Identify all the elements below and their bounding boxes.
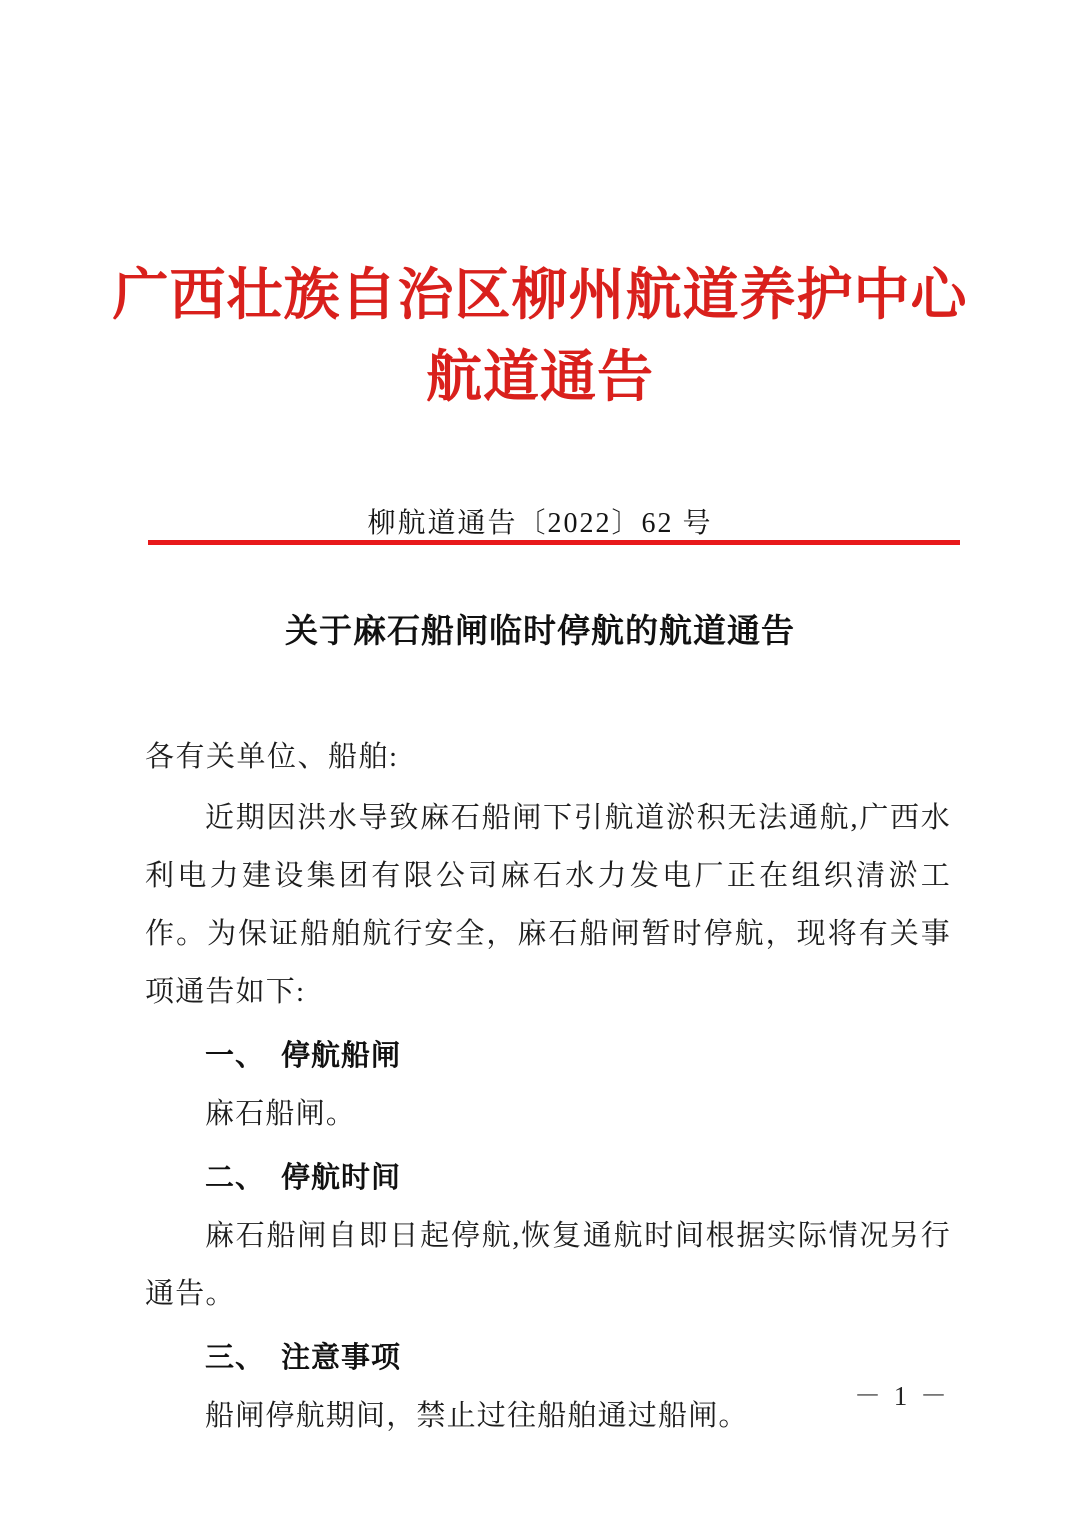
- section-heading-2: [145, 1149, 951, 1207]
- document-number: 柳航道通告〔2022〕62 号: [367, 508, 713, 539]
- section-enumerator-3: 三、: [205, 1342, 266, 1374]
- salutation: 各有关单位、船舶:: [145, 741, 399, 773]
- document-subtitle: 关于麻石船闸临时停航的航道通告: [285, 612, 795, 649]
- section-body-3: 船闸停航期间，禁止过往船舶通过船闸。: [205, 1400, 749, 1432]
- section-enumerator-2: 二、: [205, 1162, 266, 1194]
- section-body-1: 麻石船闸。: [205, 1098, 357, 1130]
- red-divider-rule: [148, 540, 960, 545]
- masthead-title-line-2: 航道通告: [426, 347, 654, 409]
- section-heading-text-1: 停航船闸: [281, 1040, 402, 1072]
- masthead-title-line-1: 广西壮族自治区柳州航道养护中心: [112, 265, 968, 327]
- section-body-2: 麻石船闸自即日起停航,恢复通航时间根据实际情况另行通告。: [145, 1220, 951, 1310]
- masthead: [0, 258, 1080, 416]
- section-enumerator-1: 一、: [205, 1040, 266, 1072]
- section-heading-text-3: 注意事项: [281, 1342, 402, 1374]
- document-body: [145, 728, 951, 1445]
- intro-paragraph: 近期因洪水导致麻石船闸下引航道淤积无法通航,广西水利电力建设集团有限公司麻石水力发电厂正在组织清淤工作。为保证船舶航行安全，麻石船闸暂时停航，现将有关事项通告如下:: [145, 802, 951, 1008]
- page-number-footer: － 1 －: [854, 1381, 950, 1411]
- section-heading-1: [145, 1027, 951, 1085]
- section-heading-text-2: 停航时间: [281, 1162, 402, 1194]
